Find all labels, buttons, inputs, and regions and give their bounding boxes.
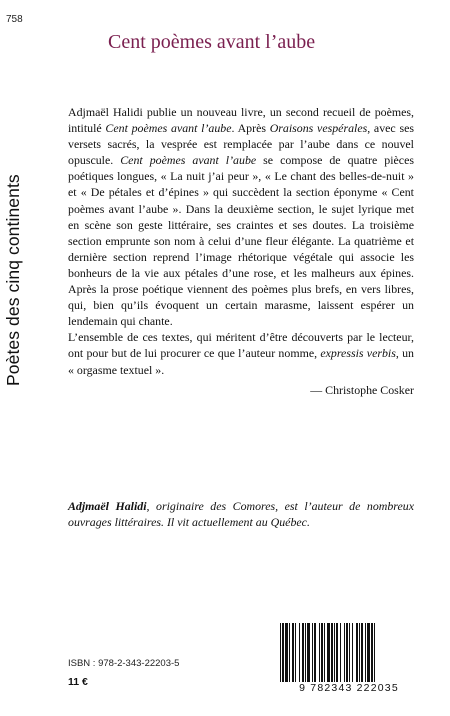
barcode-bar [336, 623, 338, 683]
barcode-bar [302, 623, 304, 683]
barcode-bar [356, 623, 358, 683]
barcode-bar [295, 623, 296, 683]
barcode-bar [314, 623, 316, 683]
barcode-bar [282, 623, 284, 683]
barcode-bar [280, 623, 281, 683]
signature: — Christophe Cosker [310, 382, 414, 397]
barcode-bar [307, 623, 310, 683]
barcode-bar [365, 623, 366, 683]
author-name: Adjmaël Halidi [68, 499, 147, 513]
barcode-bar [346, 623, 348, 683]
author-note: Adjmaël Halidi, originaire des Comores, est l’auteur de nombreux ouvrages littéraires. Il vit actuellement au Québec. [68, 499, 414, 530]
barcode-bar [359, 623, 360, 683]
barcode-bar [327, 623, 330, 683]
isbn: ISBN : 978-2-343-22203-5 [68, 658, 180, 669]
barcode-bar [319, 623, 320, 683]
barcode-number: 9 782343 222035 [276, 682, 422, 694]
barcode-bar [312, 623, 313, 683]
barcode-bar [374, 623, 375, 683]
barcode-bar [324, 623, 325, 683]
paragraph-2: L’ensemble de ces textes, qui méritent d’être découverts par le lecteur, ont pour but de lui procurer ce que l’auteur nomme, expressis verbis, un « orgasme textuel ». [68, 330, 415, 377]
barcode-bar [371, 623, 373, 683]
book-title: Cent poèmes avant l’aube [108, 31, 316, 53]
barcode-bar [292, 623, 294, 683]
barcode-bar [367, 623, 370, 683]
barcode-bar [305, 623, 306, 683]
barcode-bar [285, 623, 288, 683]
barcode-bar [349, 623, 350, 683]
barcode-bar [331, 623, 333, 683]
barcode-bar [352, 623, 353, 683]
price: 11 € [68, 676, 88, 688]
barcode-bar [299, 623, 300, 683]
barcode-bar [321, 623, 323, 683]
series-number: 758 [6, 14, 23, 25]
barcode-bar [361, 623, 363, 683]
barcode-bar [344, 623, 345, 683]
paragraph-1: Adjmaël Halidi publie un nouveau livre, un second recueil de poèmes, intitulé Cent poèmes avant l’aube. Après Oraisons vespérales, avec ses versets sacrés, la vesprée est remplacée par l’aube dans ce nouvel opuscule. Cent poèmes avant l’aube se compose de quatre pièces poétiques longues, « La nuit j’ai peur », « Le chant des belles-de-nuit » et « De pétales et d’épines » qui succèdent la section éponyme « Cent poèmes avant l’aube ». Dans la deuxième section, le sujet lyrique met en scène son geste littéraire, ses craintes et ses doutes. La troisième section emprunte son nom à celui d’une fleur élégante. La quatrième et dernière section reprend l’image rhétorique végétale qui associe les bonheurs de la vie aux pétales d’une rose, et les malheurs aux épines. Après la prose poétique viennent des poèmes plus brefs, en vers libres, qui, bien qu’ils évoquent un certain marasme, laissent espérer un lendemain qui chante. [68, 105, 414, 329]
back-cover-text [68, 104, 414, 398]
barcode-bar [340, 623, 341, 683]
barcode-bar [289, 623, 290, 683]
series-name: Poètes des cinq continents [3, 174, 23, 386]
barcode-bar [334, 623, 335, 683]
